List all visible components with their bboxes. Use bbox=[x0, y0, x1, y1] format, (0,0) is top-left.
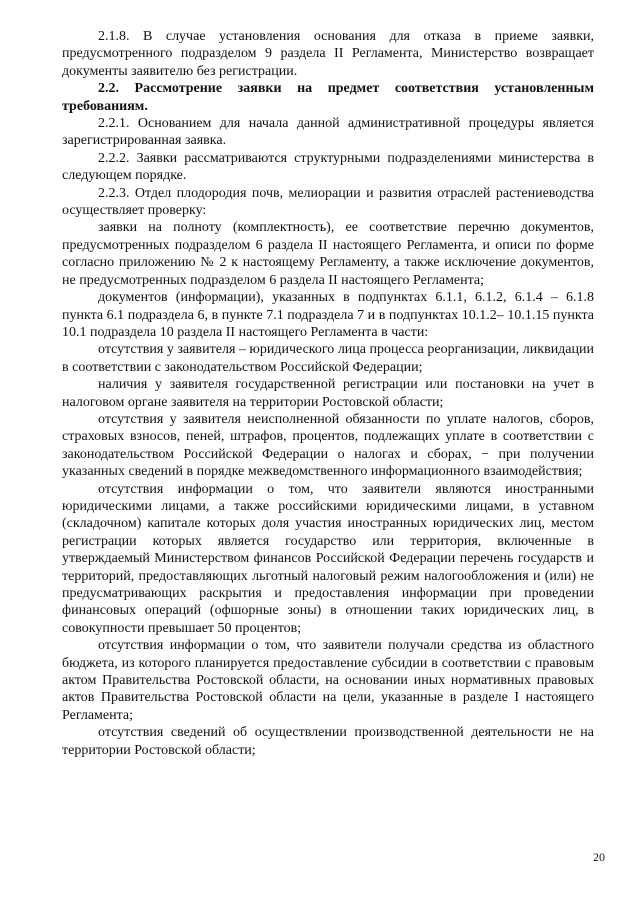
paragraph-2-2-1: 2.2.1. Основанием для начала данной административной процедуры является зарегистрированная заявка. bbox=[62, 116, 594, 149]
paragraph-budget-funds: отсутствия информации о том, что заявители получали средства из областного бюджета, из которого планируется предоставление субсидии в соответствии с правовым актом Правительства Ростовской области, на основании иных нормативных правовых актов Правительства Ростовской области на цели, указанные в разделе I настоящего Регламента; bbox=[62, 638, 594, 723]
section-heading-2-2: 2.2. Рассмотрение заявки на предмет соответствия установленным требованиям. bbox=[62, 81, 594, 114]
paragraph-2-1-8: 2.1.8. В случае установления основания для отказа в приеме заявки, предусмотренного подразделом 9 раздела II Регламента, Министерство возвращает документы заявителю без регистрации. bbox=[62, 29, 594, 79]
paragraph-production-activity: отсутствия сведений об осуществлении производственной деятельности не на территории Ростовской области; bbox=[62, 725, 594, 758]
paragraph-application-check: заявки на полноту (комплектность), ее соответствие перечню документов, предусмотренных подразделом 6 раздела II настоящего Регламента, и описи по форме согласно приложению № 2 к настоящему Регламенту, а также исключение документов, не предусмотренных подразделом 6 раздела II настоящего Регламента; bbox=[62, 220, 594, 288]
paragraph-foreign-entities: отсутствия информации о том, что заявители являются иностранными юридическими лицами, а также российскими юридическими лицами, в уставном (складочном) капитале которых доля участия иностранных юридических лиц, местом регистрации которых является государство или территория, включенные в утверждаемый Министерством финансов Российской Федерации перечень государств и территорий, предоставляющих льготный налоговый режим налогообложения и (или) не предусматривающих раскрытия и предоставления информации при проведении финансовых операций (офшорные зоны) в отношении таких юридических лиц, в совокупности превышает 50 процентов; bbox=[62, 481, 594, 636]
document-page bbox=[62, 28, 594, 759]
paragraph-2-2-3: 2.2.3. Отдел плодородия почв, мелиорации и развития отраслей растениеводства осуществляет проверку: bbox=[62, 185, 594, 219]
paragraph-state-registration: наличия у заявителя государственной регистрации или постановки на учет в налоговом органе заявителя на территории Ростовской области; bbox=[62, 377, 594, 410]
paragraph-no-reorganization: отсутствия у заявителя – юридического лица процесса реорганизации, ликвидации в соответствии с законодательством Российской Федерации; bbox=[62, 342, 594, 375]
paragraph-tax-obligations: отсутствия у заявителя неисполненной обязанности по уплате налогов, сборов, страховых взносов, пеней, штрафов, процентов, подлежащих уплате в соответствии с законодательством Российской Федерации о налогах и сборах, − при получении указанных сведений в порядке межведомственного информационного взаимодействия; bbox=[62, 411, 594, 480]
paragraph-2-2-2: 2.2.2. Заявки рассматриваются структурными подразделениями министерства в следующем порядке. bbox=[62, 150, 594, 184]
page-number: 20 bbox=[593, 850, 605, 864]
paragraph-documents-info: документов (информации), указанных в подпунктах 6.1.1, 6.1.2, 6.1.4 – 6.1.8 пункта 6.1 подраздела 6, в пункте 7.1 подраздела 7 и в подпунктах 10.1.2– 10.1.15 пункта 10.1 подраздела 10 раздела II настоящего Регламента в части: bbox=[62, 290, 594, 340]
